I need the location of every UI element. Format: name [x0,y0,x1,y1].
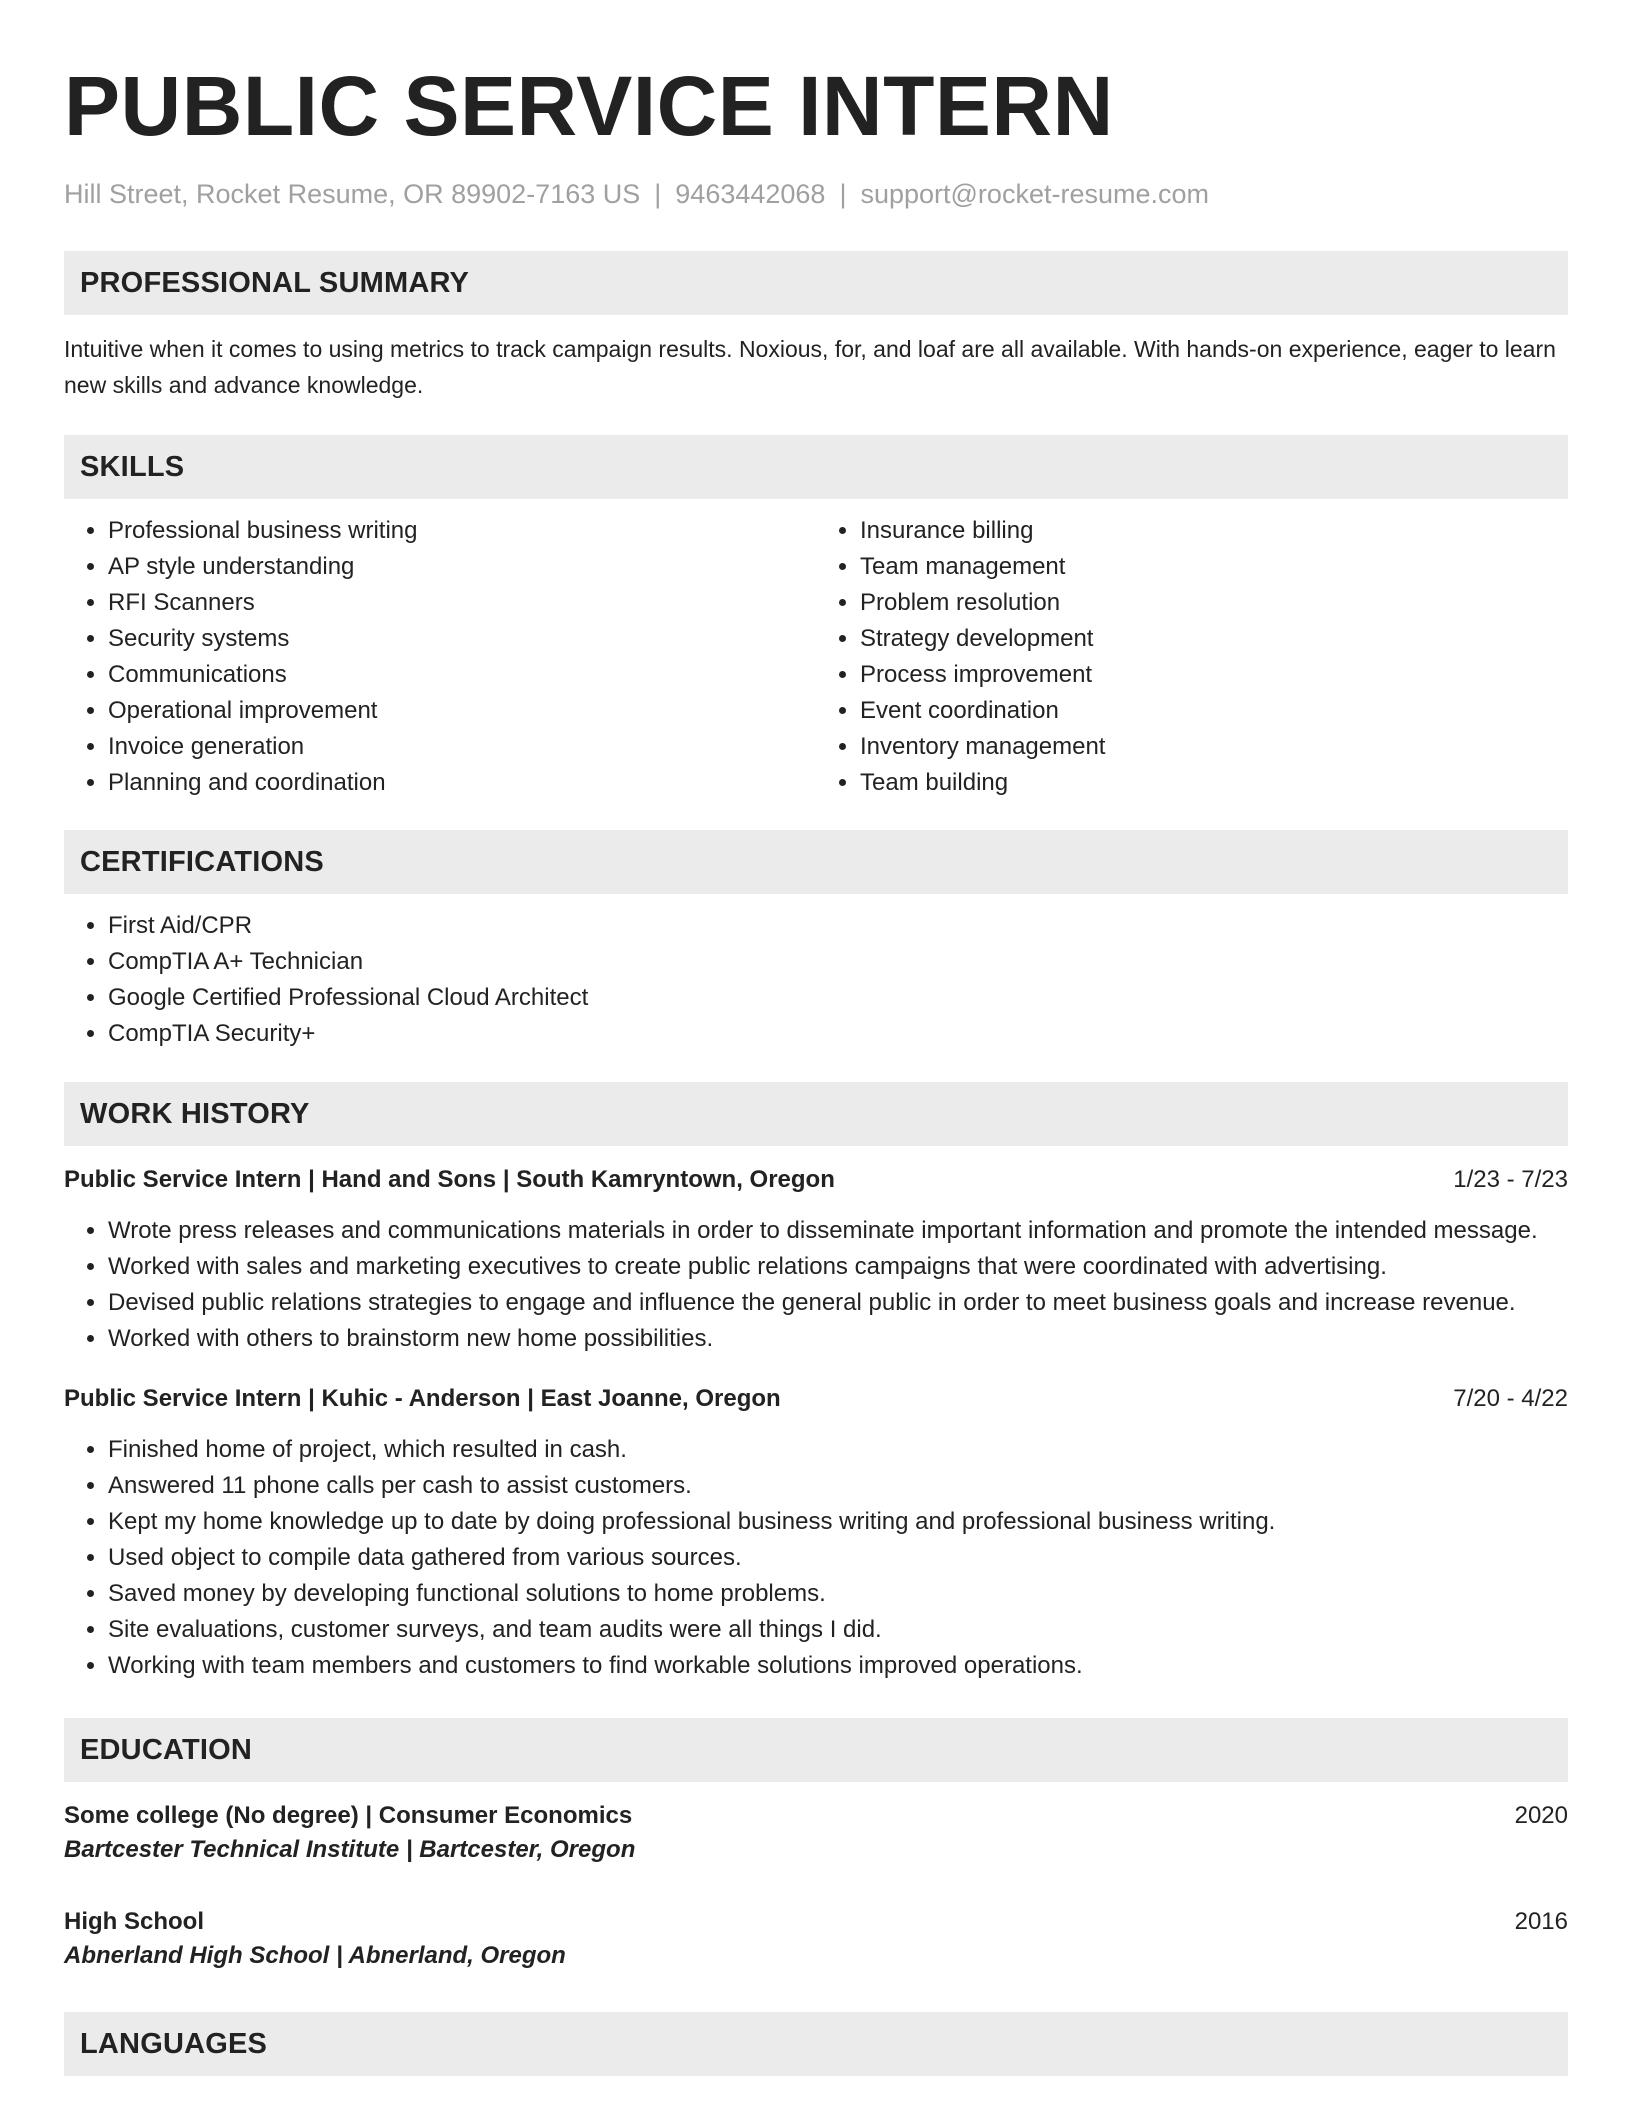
job-bullet: • Finished home of project, which resulted in cash. [108,1432,1568,1468]
job-bullet: • Wrote press releases and communications materials in order to disseminate important information and promote the intended message. [108,1213,1568,1249]
resume-page [64,0,1568,2076]
job-title: Public Service Intern | Hand and Sons | South Kamryntown, Oregon [64,1166,835,1193]
job-bullet: • Used object to compile data gathered from various sources. [108,1540,1568,1576]
section-header-skills: SKILLS [64,435,1568,499]
skill-item: • Security systems [108,621,816,657]
skill-item: • Event coordination [860,693,1568,729]
skill-item: • Communications [108,657,816,693]
skill-item: • Problem resolution [860,585,1568,621]
summary-text: Intuitive when it comes to using metrics to track campaign results. Noxious, for, and loaf are all available. With hands-on experience, eager to learn new skills and advance knowledge. [64,336,1556,398]
skills-list-left [64,513,816,801]
skills-list-right [816,513,1568,801]
contact-separator: | [654,179,662,209]
education-school: Bartcester Technical Institute | Bartcester, Oregon [64,1836,636,1863]
section-header-certifications: CERTIFICATIONS [64,830,1568,894]
skills-columns [64,513,1568,801]
education-school: Abnerland High School | Abnerland, Oregon [64,1942,566,1969]
job-bullet: • Kept my home knowledge up to date by doing professional business writing and professional business writing. [108,1504,1568,1540]
education-header [64,1800,1568,1832]
skill-item: • Invoice generation [108,729,816,765]
skill-item: • Team building [860,765,1568,801]
section-header-education: EDUCATION [64,1718,1568,1782]
section-header-summary: PROFESSIONAL SUMMARY [64,251,1568,315]
skill-item: • Planning and coordination [108,765,816,801]
skill-item: • Insurance billing [860,513,1568,549]
contact-address: Hill Street, Rocket Resume, OR 89902-7163 US [64,179,641,209]
resume-title: PUBLIC SERVICE INTERN [64,59,1114,153]
skill-item: • Strategy development [860,621,1568,657]
education-header [64,1906,1568,1938]
job-bullets [64,1213,1568,1357]
job-header [64,1383,1568,1415]
skill-item: • AP style understanding [108,549,816,585]
job-bullet: • Answered 11 phone calls per cash to assist customers. [108,1468,1568,1504]
job-bullet: • Worked with sales and marketing executives to create public relations campaigns that were coordinated with advertising. [108,1249,1568,1285]
skill-item: • Inventory management [860,729,1568,765]
job-title: Public Service Intern | Kuhic - Anderson | East Joanne, Oregon [64,1385,781,1412]
job-bullet: • Worked with others to brainstorm new home possibilities. [108,1321,1568,1357]
skill-item: • Operational improvement [108,693,816,729]
contact-phone: 9463442068 [675,179,826,209]
certification-item: • CompTIA Security+ [108,1016,1568,1052]
contact-line [64,178,1568,210]
job-bullet: • Site evaluations, customer surveys, and team audits were all things I did. [108,1612,1568,1648]
education-degree: Some college (No degree) | Consumer Economics [64,1802,633,1829]
job-dates: 7/20 - 4/22 [1453,1385,1568,1412]
certification-item: • Google Certified Professional Cloud Architect [108,980,1568,1016]
certification-item: • CompTIA A+ Technician [108,944,1568,980]
job-bullet: • Devised public relations strategies to engage and influence the general public in order to meet business goals and increase revenue. [108,1285,1568,1321]
skill-item: • Team management [860,549,1568,585]
job-header [64,1164,1568,1196]
job-dates: 1/23 - 7/23 [1453,1166,1568,1193]
certifications-list [64,908,1568,1052]
job-bullet: • Working with team members and customers to find workable solutions improved operations. [108,1648,1568,1684]
section-header-work-history: WORK HISTORY [64,1082,1568,1146]
contact-separator: | [839,179,847,209]
education-degree: High School [64,1908,204,1935]
education-year: 2020 [1514,1802,1568,1829]
section-header-languages: LANGUAGES [64,2012,1568,2076]
skill-item: • Professional business writing [108,513,816,549]
certification-item: • First Aid/CPR [108,908,1568,944]
skill-item: • RFI Scanners [108,585,816,621]
job-bullet: • Saved money by developing functional solutions to home problems. [108,1576,1568,1612]
education-year: 2016 [1514,1908,1568,1935]
job-bullets [64,1432,1568,1684]
contact-email[interactable]: support@rocket-resume.com [860,179,1209,209]
skill-item: • Process improvement [860,657,1568,693]
